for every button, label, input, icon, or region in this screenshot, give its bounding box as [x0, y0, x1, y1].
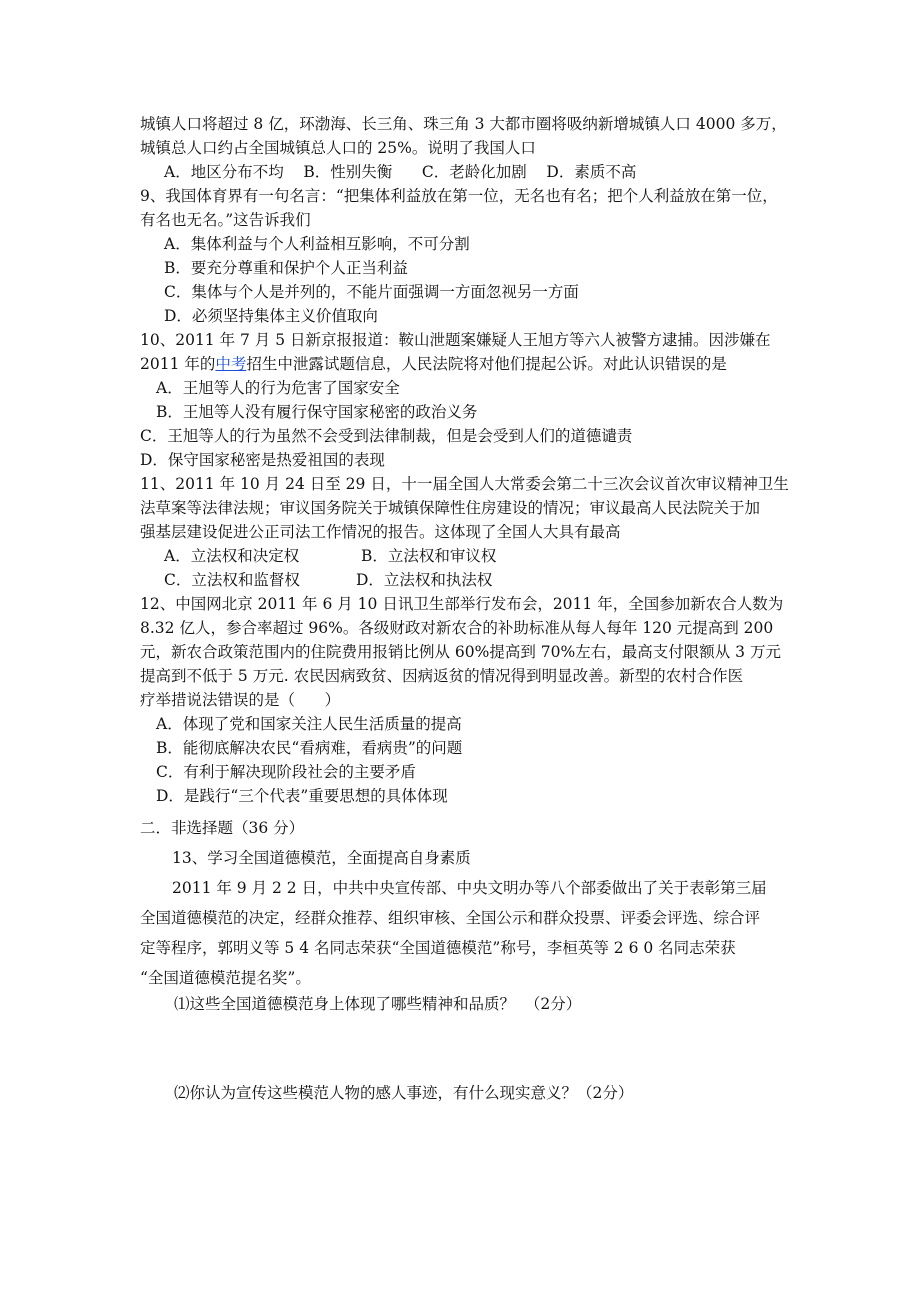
q10-stem-pre: 2011 年的 [140, 355, 216, 373]
q9-option-b: B．要充分尊重和保护个人正当利益 [164, 259, 408, 277]
q10-option-c: C．王旭等人的行为虽然不会受到法律制裁，但是会受到人们的道德谴责 [140, 427, 633, 445]
q11-option-a: A．立法权和决定权 [164, 547, 300, 565]
q10-option-b: B．王旭等人没有履行保守国家秘密的政治义务 [156, 403, 478, 421]
q13-title: 13、学习全国道德模范，全面提高自身素质 [172, 849, 471, 867]
q12-option-d: D．是践行“三个代表”重要思想的具体体现 [156, 787, 448, 805]
zhongkao-link[interactable]: 中考 [215, 355, 247, 373]
q10-option-d: D．保守国家秘密是热爱祖国的表现 [140, 451, 385, 469]
q9-stem-line: 有名也无名。”这告诉我们 [140, 211, 311, 229]
q11-stem-line: 法草案等法律法规；审议国务院关于城镇保障性住房建设的情况；审议最高人民法院关于加 [140, 499, 761, 517]
q12-option-b: B．能彻底解决农民“看病难，看病贵”的问题 [156, 739, 463, 757]
q12-stem-line: 提高到不低于 5 万元. 农民因病致贫、因病返贫的情况得到明显改善。新型的农村合作医 [140, 667, 744, 685]
section-heading: 二．非选择题（36 分） [140, 819, 305, 837]
q12-stem-line: 12、中国网北京 2011 年 6 月 10 日讯卫生部举行发布会，2011 年，全国参加新农合人数为 [140, 595, 784, 613]
q13-paragraph-line: 全国道德模范的决定，经群众推荐、组织审核、全国公示和群众投票、评委会评选、综合评 [140, 909, 761, 927]
q13-subquestion-1: ⑴这些全国道德模范身上体现了哪些精神和品质？ （2分） [174, 995, 582, 1013]
q9-stem-line: 9、我国体育界有一句名言：“把集体利益放在第一位，无名也有名；把个人利益放在第一位， [140, 187, 778, 205]
q12-option-a: A．体现了党和国家关注人民生活质量的提高 [156, 715, 462, 733]
q11-stem-line: 强基层建设促进公正司法工作情况的报告。这体现了全国人大具有最高 [140, 523, 621, 541]
q11-option-d: D．立法权和执法权 [356, 571, 493, 589]
q12-stem-line: 元，新农合政策范围内的住院费用报销比例从 60%提高到 70%左右，最高支付限额从 3 万元 [140, 643, 781, 661]
q12-stem-line: 8.32 亿人，参合率超过 96%。各级财政对新农合的补助标准从每人每年 120 元提高到 200 [140, 619, 774, 637]
q12-option-c: C．有利于解决现阶段社会的主要矛盾 [156, 763, 416, 781]
q12-stem-line: 疗举措说法错误的是（ ） [140, 691, 341, 709]
q10-option-a: A．王旭等人的行为危害了国家安全 [156, 379, 400, 397]
q10-stem-line: 10、2011 年 7 月 5 日新京报报道：鞍山泄题案嫌疑人王旭方等六人被警方逮捕。因涉嫌在 [140, 331, 771, 349]
q11-option-c: C．立法权和监督权 [164, 571, 300, 589]
q11-option-b: B．立法权和审议权 [361, 547, 497, 565]
q9-option-d: D．必须坚持集体主义价值取向 [164, 307, 378, 325]
q13-subquestion-2: ⑵你认为宣传这些模范人物的感人事迹，有什么现实意义？（2分） [174, 1084, 634, 1102]
q11-stem-line: 11、2011 年 10 月 24 日至 29 日，十一届全国人大常委会第二十三次会议首次审议精神卫生 [140, 475, 789, 493]
q9-option-c: C．集体与个人是并列的，不能片面强调一方面忽视另一方面 [164, 283, 579, 301]
q8-stem-line: 城镇人口将超过 8 亿，环渤海、长三角、珠三角 3 大都市圈将吸纳新增城镇人口 4000 多万， [140, 115, 787, 133]
q10-stem-line [140, 353, 727, 375]
q13-paragraph-line: “全国道德模范提名奖”。 [140, 969, 311, 987]
q8-stem-line: 城镇总人口约占全国城镇总人口的 25%。说明了我国人口 [140, 139, 536, 157]
q10-stem-post: 招生中泄露试题信息，人民法院将对他们提起公诉。对此认识错误的是 [246, 355, 727, 373]
q13-paragraph-line: 定等程序，郭明义等 5 4 名同志荣获“全国道德模范”称号，李桓英等 2 6 0 名同志荣获 [140, 939, 736, 957]
q13-paragraph-line: 2011 年 9 月 2 2 日，中共中央宣传部、中央文明办等八个部委做出了关于表彰第三届 [172, 879, 767, 897]
q8-options: A．地区分布不均 B．性别失衡 C．老龄化加剧 D．素质不高 [164, 163, 637, 181]
q9-option-a: A．集体利益与个人利益相互影响，不可分割 [164, 235, 470, 253]
